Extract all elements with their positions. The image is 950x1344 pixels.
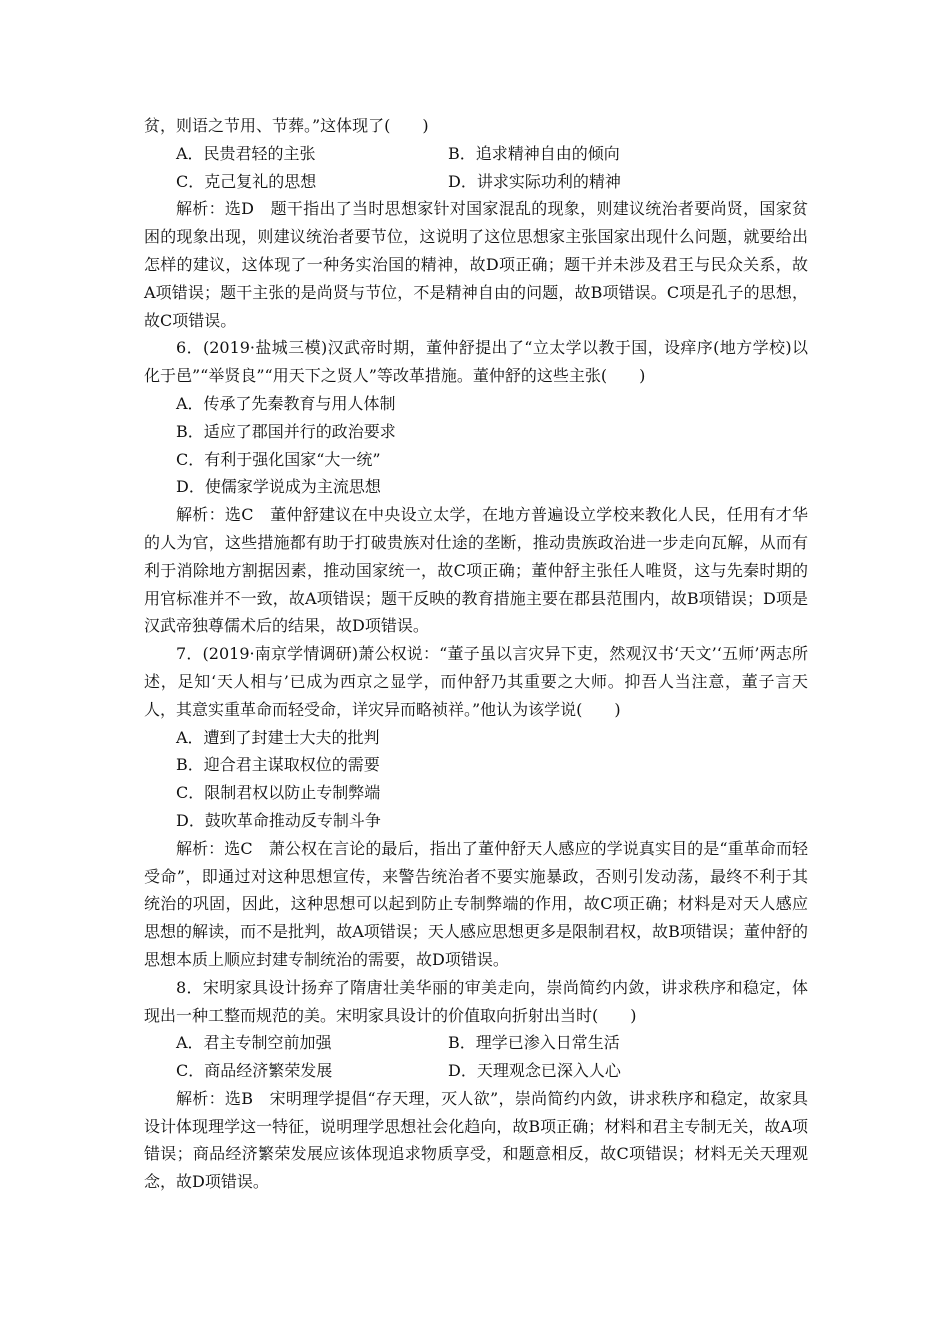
q7-stem: 7．(2019·南京学情调研)萧公权说：“董子虽以言灾异下吏，然观汉书‘天文’‘五师’两志所述，足知‘天人相与’已成为西京之显学，而仲舒乃其重要之大师。抑吾人当注意，董子言天人，其意实重革命而轻受命，详灾异而略祯祥。”他认为该学说( ) [144,644,808,719]
q5-options-row-2 [144,168,808,196]
q6-option-b: B．适应了郡国并行的政治要求 [176,421,396,441]
q8-options-row-1 [144,1029,808,1057]
q8-option-b: B．理学已渗入日常生活 [448,1033,620,1053]
q5-analysis: 解析：选D 题干指出了当时思想家针对国家混乱的现象，则建议统治者要尚贤，国家贫困的现象出现，则建议统治者要节位，这说明了这位思想家主张国家出现什么问题，就要给出怎样的建议，这体现了一种务实治国的精神，故D项正确；题干并未涉及君王与民众关系，故A项错误；题干主张的是尚贤与节位，不是精神自由的问题，故B项错误。C项是孔子的思想，故C项错误。 [144,199,808,330]
q7-option-a: A．遭到了封建士大夫的批判 [176,727,380,747]
q5-option-b: B．追求精神自由的倾向 [448,143,620,163]
q6-stem: 6．(2019·盐城三模)汉武帝时期，董仲舒提出了“立太学以教于国，设痒序(地方学校)以化于邑”“举贤良”“用天下之贤人”等改革措施。董仲舒的这些主张( ) [144,338,808,386]
q7-analysis: 解析：选C 萧公权在言论的最后，指出了董仲舒天人感应的学说真实目的是“重革命而轻受命”，即通过对这种思想宣传，来警告统治者不要实施暴政，否则引发动荡，最终不利于其统治的巩固，因此，这种思想可以起到防止专制弊端的作用，故C项正确；材料是对天人感应思想的解读，而不是批判，故A项错误；天人感应思想更多是限制君权，故B项错误；董仲舒的思想本质上顺应封建专制统治的需要，故D项错误。 [144,838,808,969]
q8-analysis: 解析：选B 宋明理学提倡“存天理，灭人欲”，崇尚简约内敛，讲求秩序和稳定，故家具设计体现理学这一特征，说明理学思想社会化趋向，故B项正确；材料和君主专制无关，故A项错误；商品经济繁荣发展应该体现追求物质享受，和题意相反，故C项错误；材料无关天理观念，故D项错误。 [144,1088,808,1192]
q6-option-d: D．使儒家学说成为主流思想 [176,477,381,497]
document-page [144,112,808,1196]
q6-option-a: A．传承了先秦教育与用人体制 [176,393,396,413]
q8-options-row-2 [144,1057,808,1085]
q7-option-d: D．鼓吹革命推动反专制斗争 [176,810,381,830]
q8-option-a: A．君主专制空前加强 [176,1033,332,1053]
q8-stem: 8．宋明家具设计扬弃了隋唐壮美华丽的审美走向，崇尚简约内敛，讲求秩序和稳定，体现出一种工整而规范的美。宋明家具设计的价值取向折射出当时( ) [144,977,808,1025]
q8-option-d: D．天理观念已深入人心 [448,1061,621,1081]
q8-option-c: C．商品经济繁荣发展 [176,1061,333,1081]
q5-options-row-1 [144,140,808,168]
q7-option-c: C．限制君权以防止专制弊端 [176,783,381,803]
q5-stem-tail: 贫，则语之节用、节葬。”这体现了( ) [144,116,429,135]
q6-option-c: C．有利于强化国家“大一统” [176,449,381,469]
q5-option-a: A．民贵君轻的主张 [176,143,316,163]
q7-option-b: B．迎合君主谋取权位的需要 [176,755,380,775]
q6-analysis: 解析：选C 董仲舒建议在中央设立太学，在地方普遍设立学校来教化人民，任用有才华的人为官，这些措施都有助于打破贵族对仕途的垄断，推动贵族政治进一步走向瓦解，从而有利于消除地方割据因素，推动国家统一，故C项正确；董仲舒主张任人唯贤，这与先秦时期的用官标准并不一致，故A项错误；题干反映的教育措施主要在郡县范围内，故B项错误；D项是汉武帝独尊儒术后的结果，故D项错误。 [144,505,808,636]
q5-option-c: C．克己复礼的思想 [176,171,317,191]
q5-option-d: D．讲求实际功利的精神 [448,171,621,191]
